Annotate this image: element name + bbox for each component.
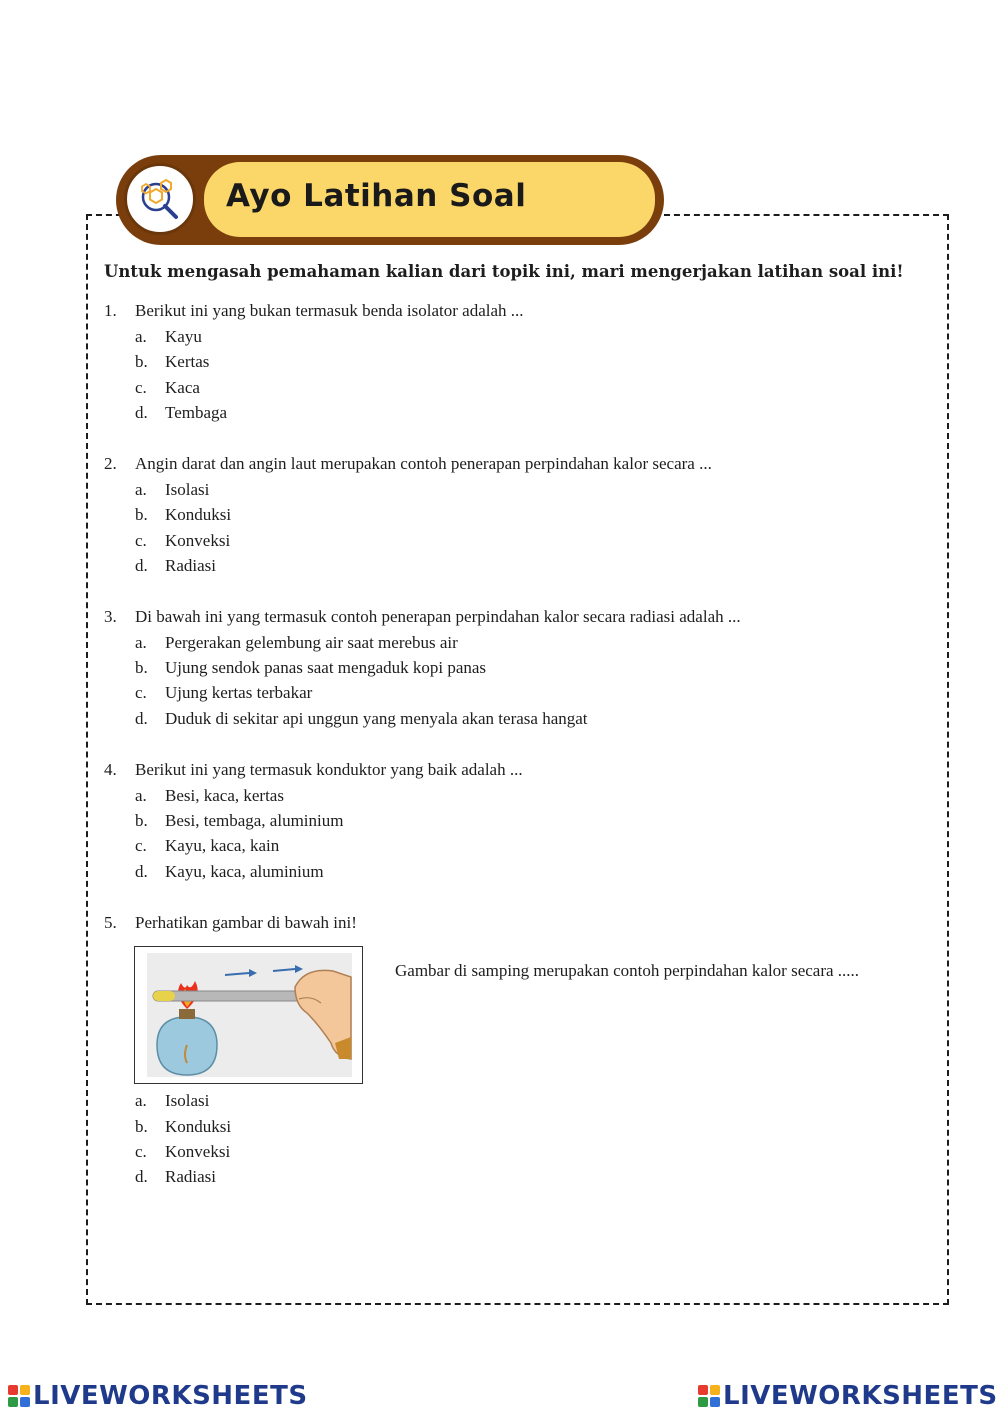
question-number: 2. (104, 454, 117, 473)
option-letter: c. (135, 683, 147, 702)
option-letter: d. (135, 709, 148, 728)
header-title: Ayo Latihan Soal (226, 178, 527, 214)
option-text[interactable]: Ujung sendok panas saat mengaduk kopi panas (165, 658, 487, 677)
figure-caption: Gambar di samping merupakan contoh perpindahan kalor secara ..... (395, 961, 860, 980)
option-text[interactable]: Radiasi (165, 1167, 216, 1186)
option-letter: b. (135, 505, 148, 524)
option-text[interactable]: Kayu, kaca, kain (165, 836, 280, 855)
option-text[interactable]: Konduksi (165, 1117, 232, 1136)
option-text[interactable]: Radiasi (165, 556, 216, 575)
footer-logo-text: LIVEWORKSHEETS (33, 1381, 308, 1411)
metal-rod-over-flame-illustration (135, 947, 362, 1083)
header-badge (124, 163, 196, 235)
option-letter: a. (135, 1091, 147, 1110)
option-letter: d. (135, 403, 148, 422)
header-title-box (204, 162, 655, 237)
question-text: Berikut ini yang termasuk konduktor yang baik adalah ... (135, 760, 523, 779)
footer-logo-text: LIVEWORKSHEETS (723, 1381, 998, 1411)
option-text[interactable]: Kertas (165, 352, 210, 371)
question-text: Berikut ini yang bukan termasuk benda isolator adalah ... (135, 301, 524, 320)
option-letter: d. (135, 556, 148, 575)
option-letter: c. (135, 378, 147, 397)
option-text[interactable]: Duduk di sekitar api unggun yang menyala akan terasa hangat (165, 709, 588, 728)
question-number: 5. (104, 913, 117, 932)
option-letter: d. (135, 862, 148, 881)
option-letter: a. (135, 633, 147, 652)
magnifier-molecule-icon (133, 172, 187, 226)
option-text[interactable]: Besi, kaca, kertas (165, 786, 284, 805)
question-text: Di bawah ini yang termasuk contoh penerapan perpindahan kalor secara radiasi adalah ... (135, 607, 741, 626)
option-text[interactable]: Kaca (165, 378, 200, 397)
option-text[interactable]: Konduksi (165, 505, 232, 524)
option-text[interactable]: Isolasi (165, 480, 210, 499)
section-header (116, 155, 664, 245)
option-letter: d. (135, 1167, 148, 1186)
option-letter: a. (135, 786, 147, 805)
question-number: 1. (104, 301, 117, 320)
option-letter: b. (135, 352, 148, 371)
question-number: 4. (104, 760, 117, 779)
option-letter: c. (135, 1142, 147, 1161)
option-letter: b. (135, 811, 148, 830)
intro-text: Untuk mengasah pemahaman kalian dari topik ini, mari mengerjakan latihan soal ini! (104, 262, 904, 281)
option-text[interactable]: Besi, tembaga, aluminium (165, 811, 344, 830)
option-text[interactable]: Tembaga (165, 403, 228, 422)
option-text[interactable]: Konveksi (165, 1142, 231, 1161)
option-letter: b. (135, 1117, 148, 1136)
liveworksheets-logo-icon (8, 1385, 30, 1407)
option-letter: a. (135, 327, 147, 346)
option-text[interactable]: Pergerakan gelembung air saat merebus air (165, 633, 458, 652)
question-text: Angin darat dan angin laut merupakan contoh penerapan perpindahan kalor secara ... (135, 454, 712, 473)
liveworksheets-logo-icon (698, 1385, 720, 1407)
question-text: Perhatikan gambar di bawah ini! (135, 913, 357, 932)
option-text[interactable]: Kayu, kaca, aluminium (165, 862, 324, 881)
option-letter: c. (135, 836, 147, 855)
question-number: 3. (104, 607, 117, 626)
option-letter: a. (135, 480, 147, 499)
option-text[interactable]: Ujung kertas terbakar (165, 683, 313, 702)
conduction-figure (134, 946, 363, 1084)
option-text[interactable]: Konveksi (165, 531, 231, 550)
footer-logo-right[interactable] (698, 1381, 998, 1411)
option-text[interactable]: Kayu (165, 327, 202, 346)
footer-logo-left[interactable] (8, 1381, 308, 1411)
option-text[interactable]: Isolasi (165, 1091, 210, 1110)
option-letter: b. (135, 658, 148, 677)
option-letter: c. (135, 531, 147, 550)
